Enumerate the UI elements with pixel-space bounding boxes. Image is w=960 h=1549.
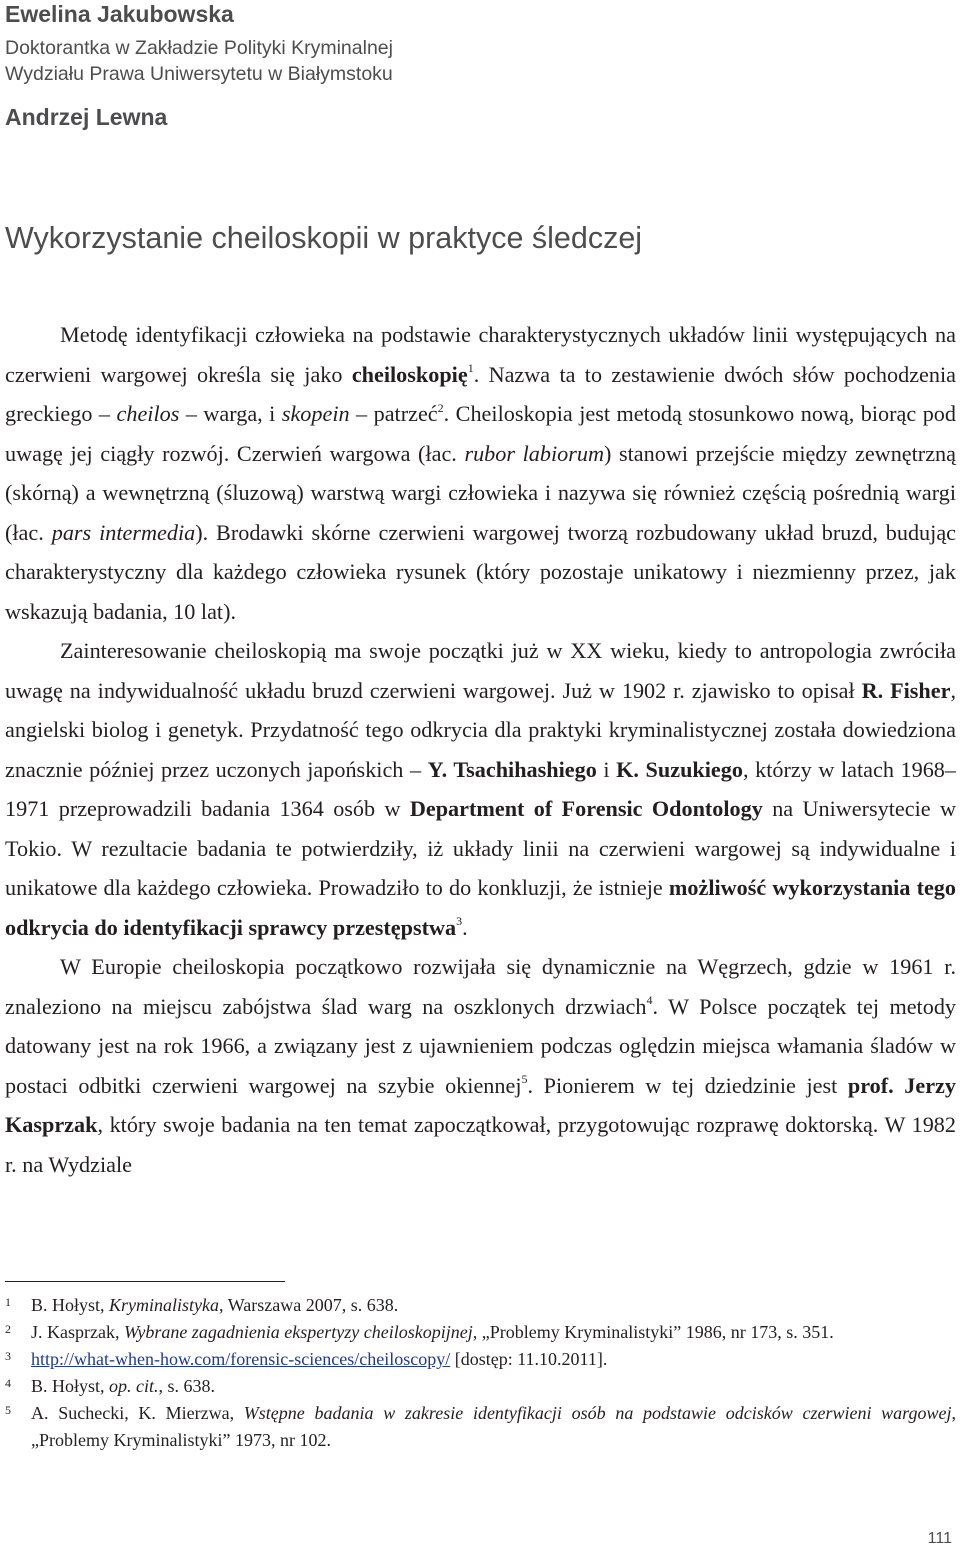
italic-term: pars intermedia bbox=[51, 519, 196, 545]
page-number: 111 bbox=[927, 1530, 952, 1547]
paragraph-2 bbox=[5, 631, 956, 947]
footnote-separator bbox=[5, 1281, 285, 1282]
text-run: – warga, i bbox=[179, 401, 282, 426]
article-title: Wykorzystanie cheiloskopii w praktyce śledczej bbox=[5, 221, 643, 255]
bold-term: prof. Jerzy Kasprzak bbox=[5, 1072, 956, 1137]
italic-title: op. cit. bbox=[109, 1376, 159, 1396]
bold-term: K. Suzukiego bbox=[616, 756, 743, 782]
article-body bbox=[5, 315, 956, 1184]
author-name-1: Ewelina Jakubowska bbox=[5, 1, 234, 27]
text-run: , którzy w latach 1968–1971 przeprowadzili badania 1364 osób w bbox=[5, 756, 956, 821]
footnote-number: 4 bbox=[5, 1376, 11, 1390]
text-run: ). Brodawki skórne czerwieni wargowej tworzą rozbudowany układ bruzd, budując charakterystyczny dla każdego człowieka rysunek (który pozostaje unikatowy i niezmienny przez, jak wskazują badania, 10 lat). bbox=[5, 519, 957, 624]
text-run: , s. 638. bbox=[158, 1376, 216, 1396]
italic-title: Kryminalistyka bbox=[109, 1295, 220, 1315]
italic-title: Wybrane zagadnienia ekspertyzy cheiloskopijnej bbox=[123, 1322, 473, 1342]
footnote-4 bbox=[5, 1373, 956, 1400]
bold-term: Department of Forensic Odontology bbox=[409, 796, 763, 821]
footnote-number: 1 bbox=[5, 1295, 11, 1309]
text-run: W Europie cheiloskopia początkowo rozwijała się dynamicznie na Węgrzech, gdzie w 1961 r. znaleziono na miejscu zabójstwa ślad warg na oszklonych drzwiach bbox=[5, 954, 956, 1019]
text-run: Zainteresowanie cheiloskopią ma swoje początki już w XX wieku, kiedy to antropologia zwróciła uwagę na indywidualność układu bruzd czerwieni wargowej. Już w 1902 r. zjawisko to opisał bbox=[5, 638, 956, 703]
text-run: J. Kasprzak, bbox=[31, 1322, 124, 1342]
footnote-ref[interactable]: 4 bbox=[646, 993, 653, 1008]
text-run: na Uniwersytecie w Tokio. W rezultacie badania te potwierdziły, iż układy linii na czerwieni wargowej są indywidualne i unikatowe dla każdego człowieka. Prowadziło to do konkluzji, że istnieje bbox=[5, 796, 956, 900]
italic-title: Wstępne badania w zakresie identyfikacji osób na podstawie odcisków czerwieni wargowej bbox=[243, 1403, 952, 1423]
paragraph-3 bbox=[5, 947, 956, 1184]
text-run: B. Hołyst, bbox=[31, 1295, 110, 1315]
footnote-number: 3 bbox=[5, 1349, 11, 1363]
footnote-ref[interactable]: 3 bbox=[456, 914, 463, 929]
footnote-link[interactable]: http://what-when-how.com/forensic-sciences/cheiloscopy/ bbox=[31, 1349, 451, 1369]
text-run: , angielski biolog i genetyk. Przydatność tego odkrycia dla praktyki kryminalistycznej została dowiedziona znacznie później przez uczonych japońskich – bbox=[5, 677, 957, 782]
italic-term: cheilos bbox=[116, 401, 180, 426]
footnote-5 bbox=[5, 1400, 956, 1454]
text-run: , Warszawa 2007, s. 638. bbox=[219, 1295, 399, 1315]
text-run: A. Suchecki, K. Mierzwa, bbox=[31, 1403, 244, 1423]
text-run: Metodę identyfikacji człowieka na podstawie charakterystycznych układów linii występujących na czerwieni wargowej określa się jako bbox=[5, 322, 956, 387]
footnote-ref[interactable]: 2 bbox=[437, 400, 444, 415]
text-run: , „Problemy Kryminalistyki” 1973, nr 102. bbox=[31, 1403, 956, 1450]
footnote-number: 2 bbox=[5, 1322, 11, 1336]
author-name-2: Andrzej Lewna bbox=[5, 104, 168, 130]
text-run: . bbox=[462, 914, 468, 940]
author-affiliation-line-2: Wydziału Prawa Uniwersytetu w Białymstoku bbox=[5, 63, 393, 85]
text-run: , który swoje badania na ten temat zapoczątkował, przygotowując rozprawę doktorską. W 1982 r. na Wydziale bbox=[5, 1112, 956, 1177]
footnote-3 bbox=[5, 1346, 956, 1373]
bold-term: możliwość wykorzystania tego odkrycia do identyfikacji sprawcy przestępstwa bbox=[5, 875, 956, 940]
bold-term: R. Fisher bbox=[861, 677, 951, 703]
italic-term: skopein bbox=[281, 401, 350, 426]
text-run: B. Hołyst, bbox=[31, 1376, 110, 1396]
footnote-ref[interactable]: 5 bbox=[521, 1072, 528, 1087]
footnote-2 bbox=[5, 1319, 956, 1346]
footnote-1 bbox=[5, 1292, 956, 1319]
text-run: . Pionierem w tej dziedzinie jest bbox=[527, 1072, 848, 1098]
bold-term: Y. Tsachihashiego bbox=[427, 756, 597, 782]
italic-term: rubor labiorum bbox=[464, 440, 604, 466]
footnote-ref[interactable]: 1 bbox=[467, 361, 474, 376]
footnote-number: 5 bbox=[5, 1403, 11, 1417]
footnotes bbox=[5, 1292, 956, 1454]
text-run: . W Polsce początek tej metody datowany jest na rok 1966, a związany jest z ujawnieniem podczas oględzin miejsca włamania śladów w postaci odbitki czerwieni wargowej na szybie okiennej bbox=[5, 993, 957, 1098]
bold-term: cheiloskopię bbox=[351, 361, 468, 387]
text-run: – patrzeć bbox=[349, 401, 438, 426]
text-run: i bbox=[596, 756, 617, 782]
author-affiliation-line-1: Doktorantka w Zakładzie Polityki Kryminalnej bbox=[5, 37, 393, 59]
text-run: [dostęp: 11.10.2011]. bbox=[450, 1349, 608, 1369]
text-run: . Cheiloskopia jest metodą stosunkowo nową, biorąc pod uwagę jej ciągły rozwój. Czerwień wargowa (łac. bbox=[5, 401, 956, 466]
text-run: ) stanowi przejście między zewnętrzną (skórną) a wewnętrzną (śluzową) warstwą wargi człowieka i nazywa się również częścią pośrednią wargi (łac. bbox=[5, 440, 956, 545]
paragraph-1 bbox=[5, 315, 956, 631]
text-run: . Nazwa ta to zestawienie dwóch słów pochodzenia greckiego – bbox=[5, 361, 956, 426]
text-run: , „Problemy Kryminalistyki” 1986, nr 173, s. 351. bbox=[472, 1322, 834, 1342]
